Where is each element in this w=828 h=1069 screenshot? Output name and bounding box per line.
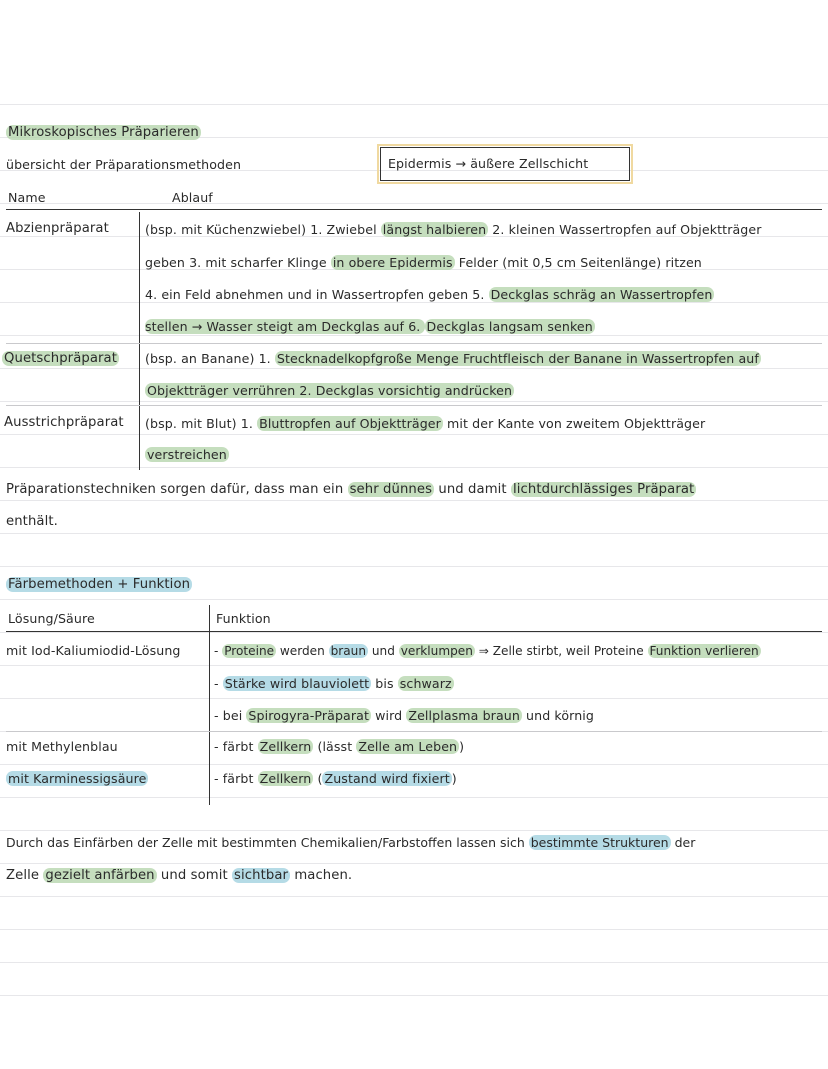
paragraph2-line: Durch das Einfärben der Zelle mit bestimmten Chemikalien/Farbstoffen lassen sich bestimmte Strukturen der — [6, 835, 696, 850]
table2-row-line: - Stärke wird blauviolett bis schwarz — [214, 676, 452, 691]
table2-column-divider — [209, 605, 210, 805]
table1-row-line: geben 3. mit scharfer Klinge in obere Epidermis Felder (mit 0,5 cm Seitenlänge) ritzen — [145, 255, 702, 270]
table1-header-divider — [6, 209, 822, 210]
paragraph1-line: enthält. — [6, 514, 58, 529]
paragraph1-line: Präparationstechniken sorgen dafür, dass man ein sehr dünnes und damit lichtdurchlässiges Präparat — [6, 482, 695, 497]
table1-row-line: stellen → Wasser steigt am Deckglas auf 6. Deckglas langsam senken — [145, 319, 593, 334]
table1-row-line: (bsp. mit Blut) 1. Bluttropfen auf Objektträger mit der Kante von zweitem Objektträger — [145, 416, 706, 431]
table1-row-divider — [6, 405, 822, 406]
table2-row-line: - färbt Zellkern ( Zustand wird fixiert ) — [214, 771, 457, 786]
note-box — [380, 147, 630, 181]
table2-header-divider — [6, 631, 822, 632]
table2-row-line: - färbt Zellkern (lässt Zelle am Leben ) — [214, 739, 465, 754]
table2-row-divider — [6, 731, 822, 732]
table1-row-line: 4. ein Feld abnehmen und in Wassertropfen geben 5. Deckglas schräg an Wassertropfen — [145, 287, 713, 302]
table1-column-divider — [139, 212, 140, 470]
section2-title: Färbemethoden + Funktion — [8, 577, 191, 592]
table1-header-ablauf: Ablauf — [172, 190, 213, 205]
table1-row-divider — [6, 343, 822, 344]
table2-row-line: - bei Spirogyra-Präparat wird Zellplasma braun und körnig — [214, 708, 594, 723]
page-title: Mikroskopisches Präparieren — [8, 125, 199, 140]
table1-row-name: Abzienpräparat — [6, 221, 109, 236]
table2-header-loesung: Lösung/Säure — [8, 611, 95, 626]
paragraph2-line: Zelle gezielt anfärben und somit sichtbar machen. — [6, 868, 353, 883]
table2-row-name: mit Iod-Kaliumiodid-Lösung — [6, 643, 181, 658]
table1-row-name: Quetschpräparat — [4, 351, 118, 366]
table2-header-funktion: Funktion — [216, 611, 271, 626]
table1-row-line: Objektträger verrühren 2. Deckglas vorsichtig andrücken — [147, 383, 513, 398]
table1-row-line: verstreichen — [147, 447, 227, 462]
table2-row-line: - Proteine werden braun und verklumpen ⇒ Zelle stirbt, weil Proteine Funktion verlieren — [214, 644, 759, 658]
table1-row-line: (bsp. mit Küchenzwiebel) 1. Zwiebel längst halbieren 2. kleinen Wassertropfen auf Objektträger — [145, 222, 762, 237]
table2-row-name: mit Karminessigsäure — [8, 771, 147, 786]
table2-row-name: mit Methylenblau — [6, 739, 118, 754]
table1-row-name: Ausstrichpräparat — [4, 415, 124, 430]
table1-header-name: Name — [8, 190, 46, 205]
note-box-text: Epidermis → äußere Zellschicht — [388, 156, 589, 171]
table1-row-line: (bsp. an Banane) 1. Stecknadelkopfgroße Menge Fruchtfleisch der Banane in Wassertropfen auf — [145, 351, 759, 366]
overview-label: übersicht der Präparationsmethoden — [6, 157, 242, 172]
